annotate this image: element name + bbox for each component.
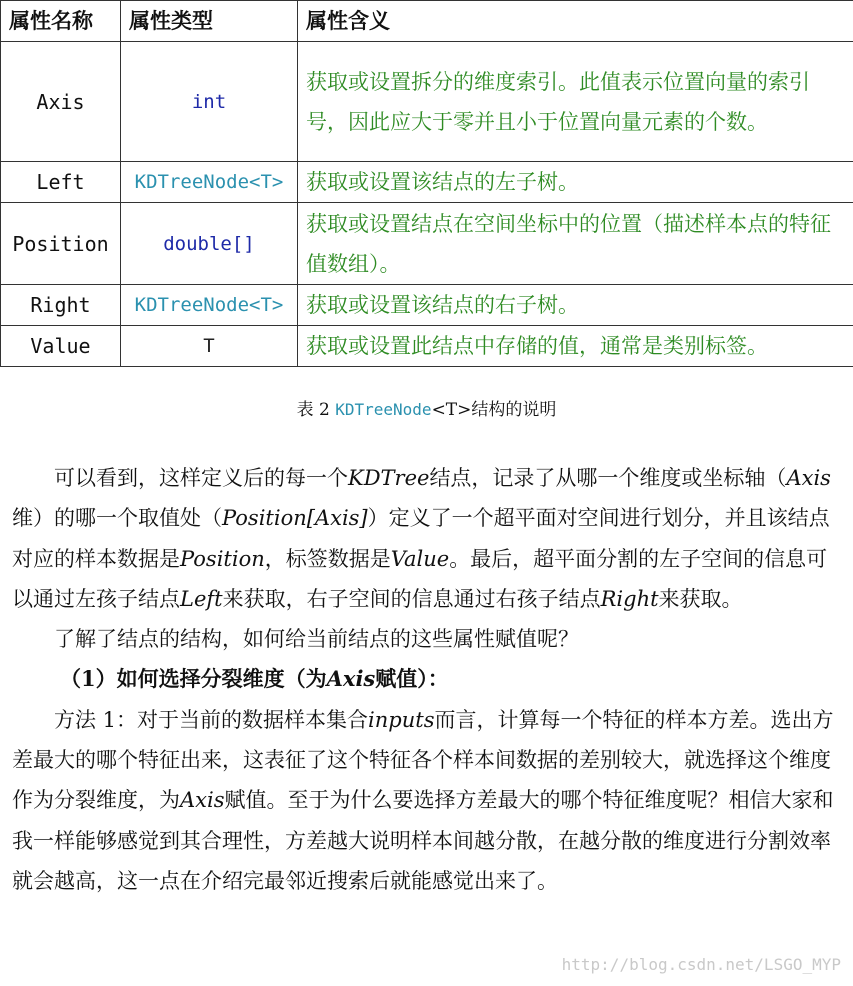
table-row <box>1 326 853 367</box>
text-run: 。最后，超平面分割的左子空间的信息可以通过左孩子结点 <box>12 546 828 611</box>
text-run: 赋值。至于为什么要选择方差最大的哪个特征维度呢？相信大家和我一样能够感觉到其合理性，方差越大说明样本间越分散，在越分散的维度进行分割效率就会越高，这一点在介绍完最邻近搜索后就能感觉出来了。 <box>12 788 834 893</box>
property-type: KDTreeNode<T> <box>121 285 298 326</box>
property-name: Right <box>1 285 121 326</box>
article-body <box>12 458 842 901</box>
header-name: 属性名称 <box>1 1 121 42</box>
text-run: ）定义了一个超平面对空间进行划分，并且该结点对应的样本数据是 <box>12 506 830 571</box>
text-run: 维）的哪一个取值处（ <box>12 506 222 531</box>
text-run: 可以看到，这样定义后的每一个 <box>54 466 348 490</box>
table-row <box>1 203 853 285</box>
table-row <box>1 162 853 203</box>
math-term: KDTree <box>348 466 430 490</box>
property-desc: 获取或设置拆分的维度索引。此值表示位置向量的索引号，因此应大于零并且小于位置向量元素的个数。 <box>298 42 853 162</box>
text-run: 结点，记录了从哪一个维度或坐标轴（ <box>429 466 787 490</box>
paragraph: 了解了结点的结构，如何给当前结点的这些属性赋值呢？ <box>54 627 579 652</box>
header-meaning: 属性含义 <box>298 1 853 42</box>
math-term: Value <box>390 546 450 571</box>
caption-code: KDTreeNode <box>335 400 432 419</box>
table-row <box>1 42 853 162</box>
property-name: Axis <box>1 42 121 162</box>
property-name: Value <box>1 326 121 367</box>
text-run: 来获取，右子空间的信息通过右孩子结点 <box>222 586 601 611</box>
property-desc: 获取或设置该结点的右子树。 <box>298 285 853 326</box>
math-term: Left <box>180 586 223 611</box>
caption-prefix: 表 2 <box>296 400 336 420</box>
property-type: int <box>121 42 298 162</box>
property-desc: 获取或设置此结点中存储的值，通常是类别标签。 <box>298 326 853 367</box>
watermark: http://blog.csdn.net/LSGO_MYP <box>561 955 841 974</box>
math-term: inputs <box>368 707 435 732</box>
text-run: 方法 1：对于当前的数据样本集合 <box>54 707 369 732</box>
math-term: Axis <box>180 788 225 813</box>
property-type: KDTreeNode<T> <box>121 162 298 203</box>
text-run: （1）如何选择分裂维度（为 <box>60 666 327 692</box>
math-term: Position[Axis] <box>222 506 368 531</box>
section-subheading <box>12 659 842 699</box>
text-run: 来获取。 <box>658 586 743 611</box>
table-caption <box>0 396 853 424</box>
header-type: 属性类型 <box>121 1 298 42</box>
math-term: Position <box>180 546 265 571</box>
property-type: double[] <box>121 203 298 285</box>
math-term: Axis <box>786 466 831 490</box>
table-header-row <box>1 1 853 42</box>
text-run: ，标签数据是 <box>264 546 391 571</box>
properties-table <box>0 0 853 367</box>
property-name: Left <box>1 162 121 203</box>
property-name: Position <box>1 203 121 285</box>
property-desc: 获取或设置该结点的左子树。 <box>298 162 853 203</box>
paragraph <box>12 458 842 619</box>
text-run: 赋值）： <box>375 666 449 692</box>
table-row <box>1 285 853 326</box>
caption-suffix: <T>结构的说明 <box>431 400 557 420</box>
math-term: Axis <box>326 666 376 692</box>
math-term: Right <box>600 586 659 611</box>
property-type: T <box>121 326 298 367</box>
paragraph <box>12 700 842 901</box>
property-desc: 获取或设置结点在空间坐标中的位置（描述样本点的特征值数组）。 <box>298 203 853 285</box>
text-run: 而言，计算每一个特征的样本方差。选出方差最大的哪个特征出来，这表征了这个特征各个样本间数据的差别较大，就选择这个维度作为分裂维度，为 <box>12 707 834 813</box>
